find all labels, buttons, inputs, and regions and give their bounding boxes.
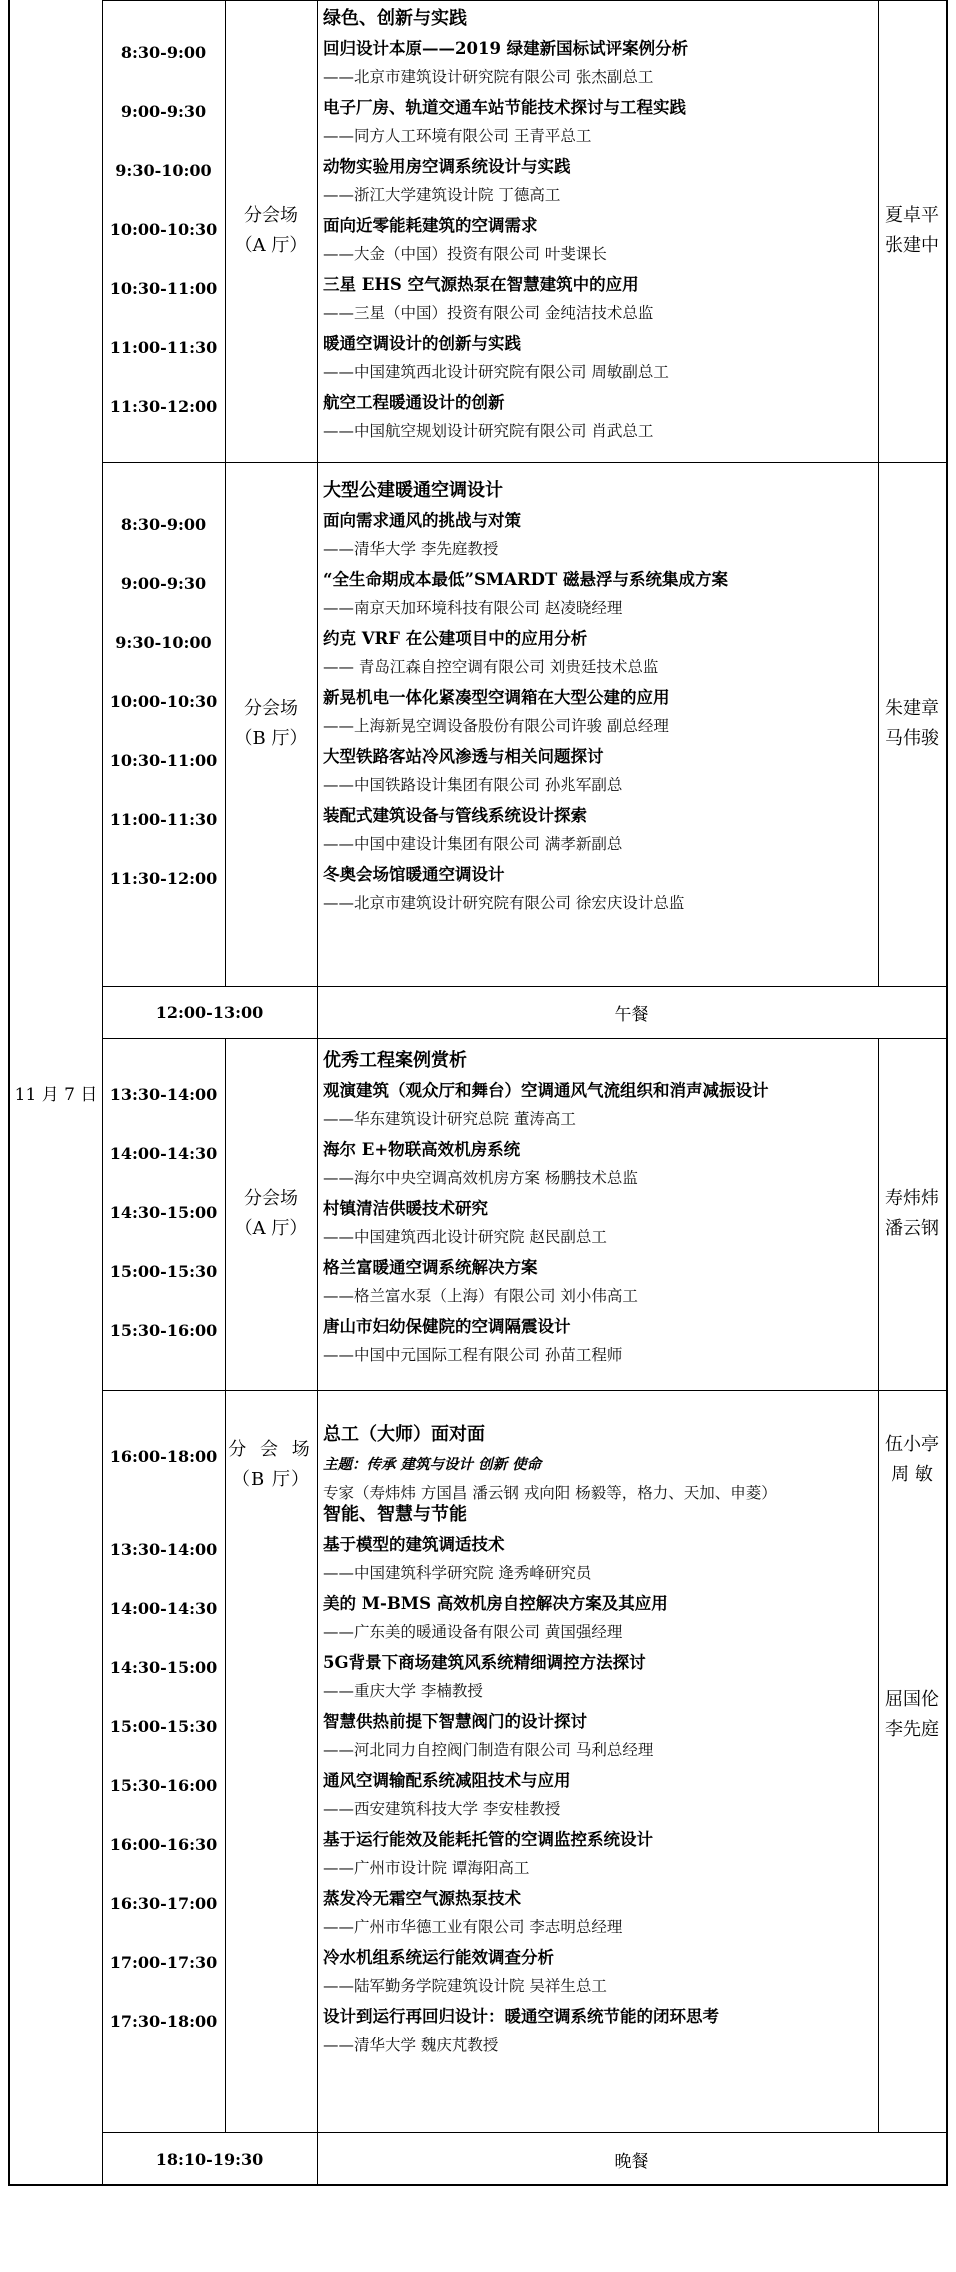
speaker: ——中国建筑西北设计研究院有限公司 周敏副总工: [323, 363, 669, 381]
session-content: [323, 4, 874, 447]
time-slot: 14:00-14:30: [109, 1598, 218, 1618]
venue-label: （A 厅）: [234, 1218, 308, 1239]
speaker: ——广州市设计院 谭海阳高工: [323, 1859, 530, 1877]
speaker: ——三星（中国）投资有限公司 金纯洁技术总监: [323, 304, 654, 322]
chair-name: 潘云钢: [885, 1218, 939, 1239]
talk-title: 冬奥会场馆暖通空调设计: [323, 864, 505, 884]
chair-cell: [878, 1410, 946, 1510]
talk-title: 回归设计本原——2019 绿建新国标试评案例分析: [323, 38, 689, 58]
speaker: ——西安建筑科技大学 李安桂教授: [323, 1800, 561, 1818]
divider: [317, 1038, 318, 1390]
venue-label: （A 厅）: [234, 235, 308, 256]
time-slot: 17:30-18:00: [109, 2011, 218, 2031]
talk-title: “全生命期成本最低”SMARDT 磁悬浮与系统集成方案: [323, 569, 729, 589]
speaker: ——中国中建设计集团有限公司 满孝新副总: [323, 835, 623, 853]
time-slot: 9:00-9:30: [120, 101, 207, 121]
speaker: ——广东美的暖通设备有限公司 黄国强经理: [323, 1623, 623, 1641]
time-slot: 10:30-11:00: [109, 750, 218, 770]
session-content: [323, 476, 874, 919]
speaker: ——河北同力自控阀门制造有限公司 马利总经理: [323, 1741, 654, 1759]
speaker: ——格兰富水泵（上海）有限公司 刘小伟高工: [323, 1287, 638, 1305]
speaker: ——清华大学 李先庭教授: [323, 540, 499, 558]
talk-title: 装配式建筑设备与管线系统设计探索: [323, 805, 587, 825]
venue-label: 分会场: [244, 1188, 298, 1209]
talk-title: 航空工程暖通设计的创新: [323, 392, 505, 412]
chair-name: 伍小亭: [885, 1434, 939, 1455]
dinner-cell: [317, 2132, 946, 2186]
talk-title: 设计到运行再回归设计：暖通空调系统节能的闭环思考: [323, 2006, 719, 2026]
time-slot: 11:00-11:30: [109, 809, 218, 829]
time-slot: 16:00-16:30: [109, 1834, 218, 1854]
divider: [317, 462, 318, 986]
venue-cell: [225, 462, 317, 986]
time-slot: 8:30-9:00: [120, 42, 207, 62]
smart-content: [323, 1500, 874, 2061]
time-slot: 13:30-14:00: [109, 1084, 218, 1104]
venue-cell: [225, 1410, 317, 1520]
time-slot: 14:30-15:00: [109, 1202, 218, 1222]
chair-cell: [878, 1670, 946, 1760]
chair-name: 屈国伦: [885, 1689, 939, 1710]
chair-cell: [878, 1038, 946, 1390]
chair-name: 张建中: [885, 235, 939, 256]
talk-title: 唐山市妇幼保健院的空调隔震设计: [323, 1316, 571, 1336]
time-slot: 15:00-15:30: [109, 1716, 218, 1736]
venue-label: （B 厅）: [232, 1469, 310, 1490]
venue-label: 分会场: [244, 698, 298, 719]
talk-title: 面向需求通风的挑战与对策: [323, 510, 521, 530]
chair-cell: [878, 462, 946, 986]
talk-title: 大型铁路客站冷风渗透与相关问题探讨: [323, 746, 604, 766]
talk-title: 基于运行能效及能耗托管的空调监控系统设计: [323, 1829, 653, 1849]
agenda-table: [8, 0, 948, 2186]
talk-title: 通风空调输配系统减阻技术与应用: [323, 1770, 571, 1790]
talk-title: 动物实验用房空调系统设计与实践: [323, 156, 571, 176]
speaker: ——中国建筑科学研究院 逄秀峰研究员: [323, 1564, 592, 1582]
time-slot: 11:00-11:30: [109, 337, 218, 357]
time-slot: 16:30-17:00: [109, 1893, 218, 1913]
speaker: ——陆军勤务学院建筑设计院 吴祥生总工: [323, 1977, 607, 1995]
speaker: —— 青岛江森自控空调有限公司 刘贵廷技术总监: [323, 658, 659, 676]
speaker: ——重庆大学 李楠教授: [323, 1682, 483, 1700]
time-slot: 15:30-16:00: [109, 1775, 218, 1795]
dinner-label: 晚餐: [614, 2151, 649, 2172]
divider: [317, 0, 318, 462]
speaker: ——海尔中央空调高效机房方案 杨鹏技术总监: [323, 1169, 638, 1187]
session-heading: 大型公建暖通空调设计: [323, 480, 503, 501]
talk-title: 约克 VRF 在公建项目中的应用分析: [323, 628, 588, 648]
speaker: ——中国航空规划设计研究院有限公司 肖武总工: [323, 422, 654, 440]
chair-name: 寿炜炜: [885, 1188, 939, 1209]
dinner-time-text: 18:10-19:30: [155, 2149, 264, 2169]
session-content: [323, 1046, 874, 1371]
speaker: ——中国铁路设计集团有限公司 孙兆军副总: [323, 776, 623, 794]
session-heading: 优秀工程案例赏析: [323, 1050, 467, 1071]
speaker: ——北京市建筑设计研究院有限公司 徐宏庆设计总监: [323, 894, 685, 912]
speaker: ——同方人工环境有限公司 王青平总工: [323, 127, 592, 145]
time-slot: 11:30-12:00: [109, 868, 218, 888]
talk-title: 观演建筑（观众厅和舞台）空调通风气流组织和消声减振设计: [323, 1080, 769, 1100]
row-divider: [102, 1390, 946, 1391]
talk-title: 蒸发冷无霜空气源热泵技术: [323, 1888, 521, 1908]
theme-line: 主题：传承 建筑与设计 创新 使命: [323, 1455, 542, 1473]
heading: 总工（大师）面对面: [323, 1424, 485, 1445]
session-heading: 绿色、创新与实践: [323, 8, 467, 29]
speaker: ——清华大学 魏庆芃教授: [323, 2036, 499, 2054]
chair-name: 周 敏: [891, 1464, 933, 1485]
dinner-time: [102, 2132, 317, 2186]
date: 11 月 7 日: [14, 1084, 98, 1105]
speaker: ——浙江大学建筑设计院 丁德高工: [323, 186, 561, 204]
session-heading: 智能、智慧与节能: [323, 1504, 467, 1525]
chair-cell: [878, 0, 946, 462]
talk-title: 暖通空调设计的创新与实践: [323, 333, 521, 353]
talk-title: 电子厂房、轨道交通车站节能技术探讨与工程实践: [323, 97, 686, 117]
lunch-time: [102, 986, 317, 1038]
venue-label: 分 会 场: [228, 1439, 314, 1460]
venue-label: （B 厅）: [234, 728, 308, 749]
time-slot: 14:00-14:30: [109, 1143, 218, 1163]
time-slot: 9:00-9:30: [120, 573, 207, 593]
time-slot: 14:30-15:00: [109, 1657, 218, 1677]
talk-title: 美的 M-BMS 高效机房自控解决方案及其应用: [323, 1593, 668, 1613]
time-slot: 13:30-14:00: [109, 1539, 218, 1559]
speaker: ——广州市华德工业有限公司 李志明总经理: [323, 1918, 623, 1936]
chair-name: 马伟骏: [885, 728, 939, 749]
talk-title: 三星 EHS 空气源热泵在智慧建筑中的应用: [323, 274, 639, 294]
time-slot: 9:30-10:00: [115, 160, 212, 180]
chair-name: 朱建章: [885, 698, 939, 719]
venue-label: 分会场: [244, 205, 298, 226]
venue-cell: [225, 1038, 317, 1390]
talk-title: 海尔 E+物联高效机房系统: [323, 1139, 521, 1159]
speaker: ——中国建筑西北设计研究院 赵民副总工: [323, 1228, 607, 1246]
speaker: ——上海新晃空调设备股份有限公司许骏 副总经理: [323, 717, 669, 735]
time-slot: 10:30-11:00: [109, 278, 218, 298]
lunch-label: 午餐: [614, 1004, 649, 1025]
time-slot: 10:00-10:30: [109, 219, 218, 239]
lunch-time-text: 12:00-13:00: [155, 1002, 264, 1022]
talk-title: 5G背景下商场建筑风系统精细调控方法探讨: [323, 1652, 646, 1672]
time-slot: 8:30-9:00: [120, 514, 207, 534]
talk-title: 格兰富暖通空调系统解决方案: [323, 1257, 538, 1277]
time-slot: 15:00-15:30: [109, 1261, 218, 1281]
time-slot: 15:30-16:00: [109, 1320, 218, 1340]
time-slot: 16:00-18:00: [109, 1447, 218, 1467]
talk-title: 面向近零能耗建筑的空调需求: [323, 215, 538, 235]
talk-title: 新晃机电一体化紧凑型空调箱在大型公建的应用: [323, 687, 670, 707]
experts-line: 专家（寿炜炜 方国昌 潘云钢 戎向阳 杨毅等，格力、天加、申菱）: [323, 1484, 777, 1502]
time-slot: 17:00-17:30: [109, 1952, 218, 1972]
speaker: ——中国中元国际工程有限公司 孙苗工程师: [323, 1346, 623, 1364]
time-slot: 9:30-10:00: [115, 632, 212, 652]
speaker: ——华东建筑设计研究总院 董涛高工: [323, 1110, 576, 1128]
master-content: [323, 1420, 874, 1509]
venue-cell: [225, 0, 317, 462]
talk-title: 冷水机组系统运行能效调查分析: [323, 1947, 554, 1967]
divider: [317, 1390, 318, 2132]
speaker: ——北京市建筑设计研究院有限公司 张杰副总工: [323, 68, 654, 86]
lunch-cell: [317, 986, 946, 1038]
time-slot: 10:00-10:30: [109, 691, 218, 711]
talk-title: 智慧供热前提下智慧阀门的设计探讨: [323, 1711, 587, 1731]
date-cell: [10, 0, 102, 2184]
speaker: ——大金（中国）投资有限公司 叶斐课长: [323, 245, 607, 263]
talk-title: 基于模型的建筑调适技术: [323, 1534, 505, 1554]
time-slot: 11:30-12:00: [109, 396, 218, 416]
speaker: ——南京天加环境科技有限公司 赵凌晓经理: [323, 599, 623, 617]
chair-name: 李先庭: [885, 1719, 939, 1740]
talk-title: 村镇清洁供暖技术研究: [323, 1198, 488, 1218]
chair-name: 夏卓平: [885, 205, 939, 226]
